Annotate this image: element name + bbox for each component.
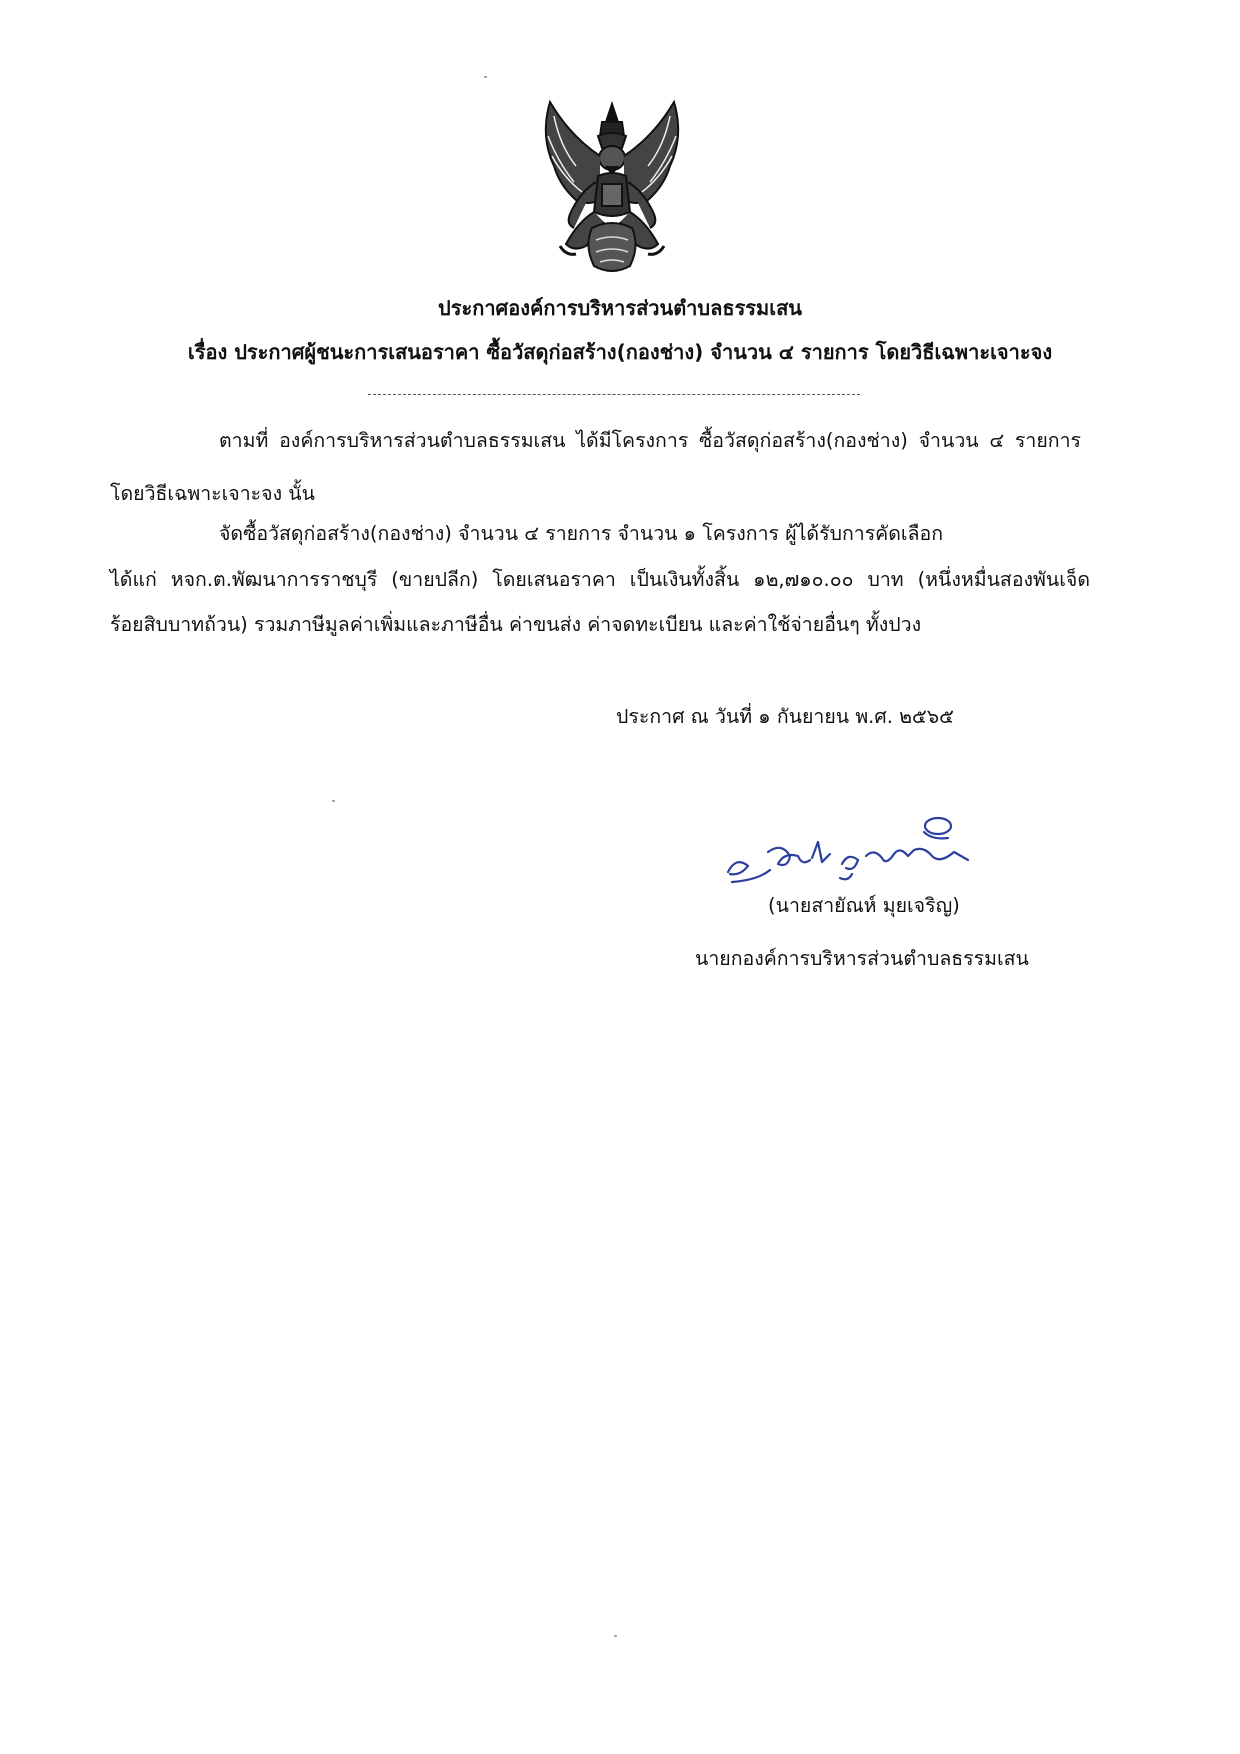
signatory-position: นายกองค์การบริหารส่วนตำบลธรรมเสน [695,947,1029,970]
paragraph-1-line-2: โดยวิธีเฉพาะเจาะจง นั้น [110,482,315,505]
title-divider [368,394,860,395]
handwritten-signature [718,812,982,884]
paragraph-2-line-3: ร้อยสิบบาทถ้วน) รวมภาษีมูลค่าเพิ่มและภาษีอื่น ค่าขนส่ง ค่าจดทะเบียน และค่าใช้จ่ายอื่นๆ ทั้งปวง [110,613,922,636]
signatory-name: (นายสายัณห์ มุยเจริญ) [768,894,960,917]
garuda-emblem-icon [530,96,694,278]
paragraph-2-line-1: จัดซื้อวัสดุก่อสร้าง(กองช่าง) จำนวน ๔ รายการ จำนวน ๑ โครงการ ผู้ได้รับการคัดเลือก [219,522,944,545]
scan-speck [332,800,335,802]
scan-speck [484,76,487,78]
organization-title: ประกาศองค์การบริหารส่วนตำบลธรรมเสน [438,296,802,320]
paragraph-1-line-1: ตามที่ องค์การบริหารส่วนตำบลธรรมเสน ได้มีโครงการ ซื้อวัสดุก่อสร้าง(กองช่าง) จำนวน ๔ รายการ [219,429,1081,452]
announcement-subject: เรื่อง ประกาศผู้ชนะการเสนอราคา ซื้อวัสดุก่อสร้าง(กองช่าง) จำนวน ๔ รายการ โดยวิธีเฉพาะเจาะจง [187,340,1053,364]
scan-speck [614,1635,617,1637]
announcement-date: ประกาศ ณ วันที่ ๑ กันยายน พ.ศ. ๒๕๖๕ [616,705,954,728]
paragraph-2-line-2: ได้แก่ หจก.ต.พัฒนาการราชบุรี (ขายปลีก) โดยเสนอราคา เป็นเงินทั้งสิ้น ๑๒,๗๑๐.๐๐ บาท (หนึ่งหมื่นสองพันเจ็ด [110,568,1090,591]
